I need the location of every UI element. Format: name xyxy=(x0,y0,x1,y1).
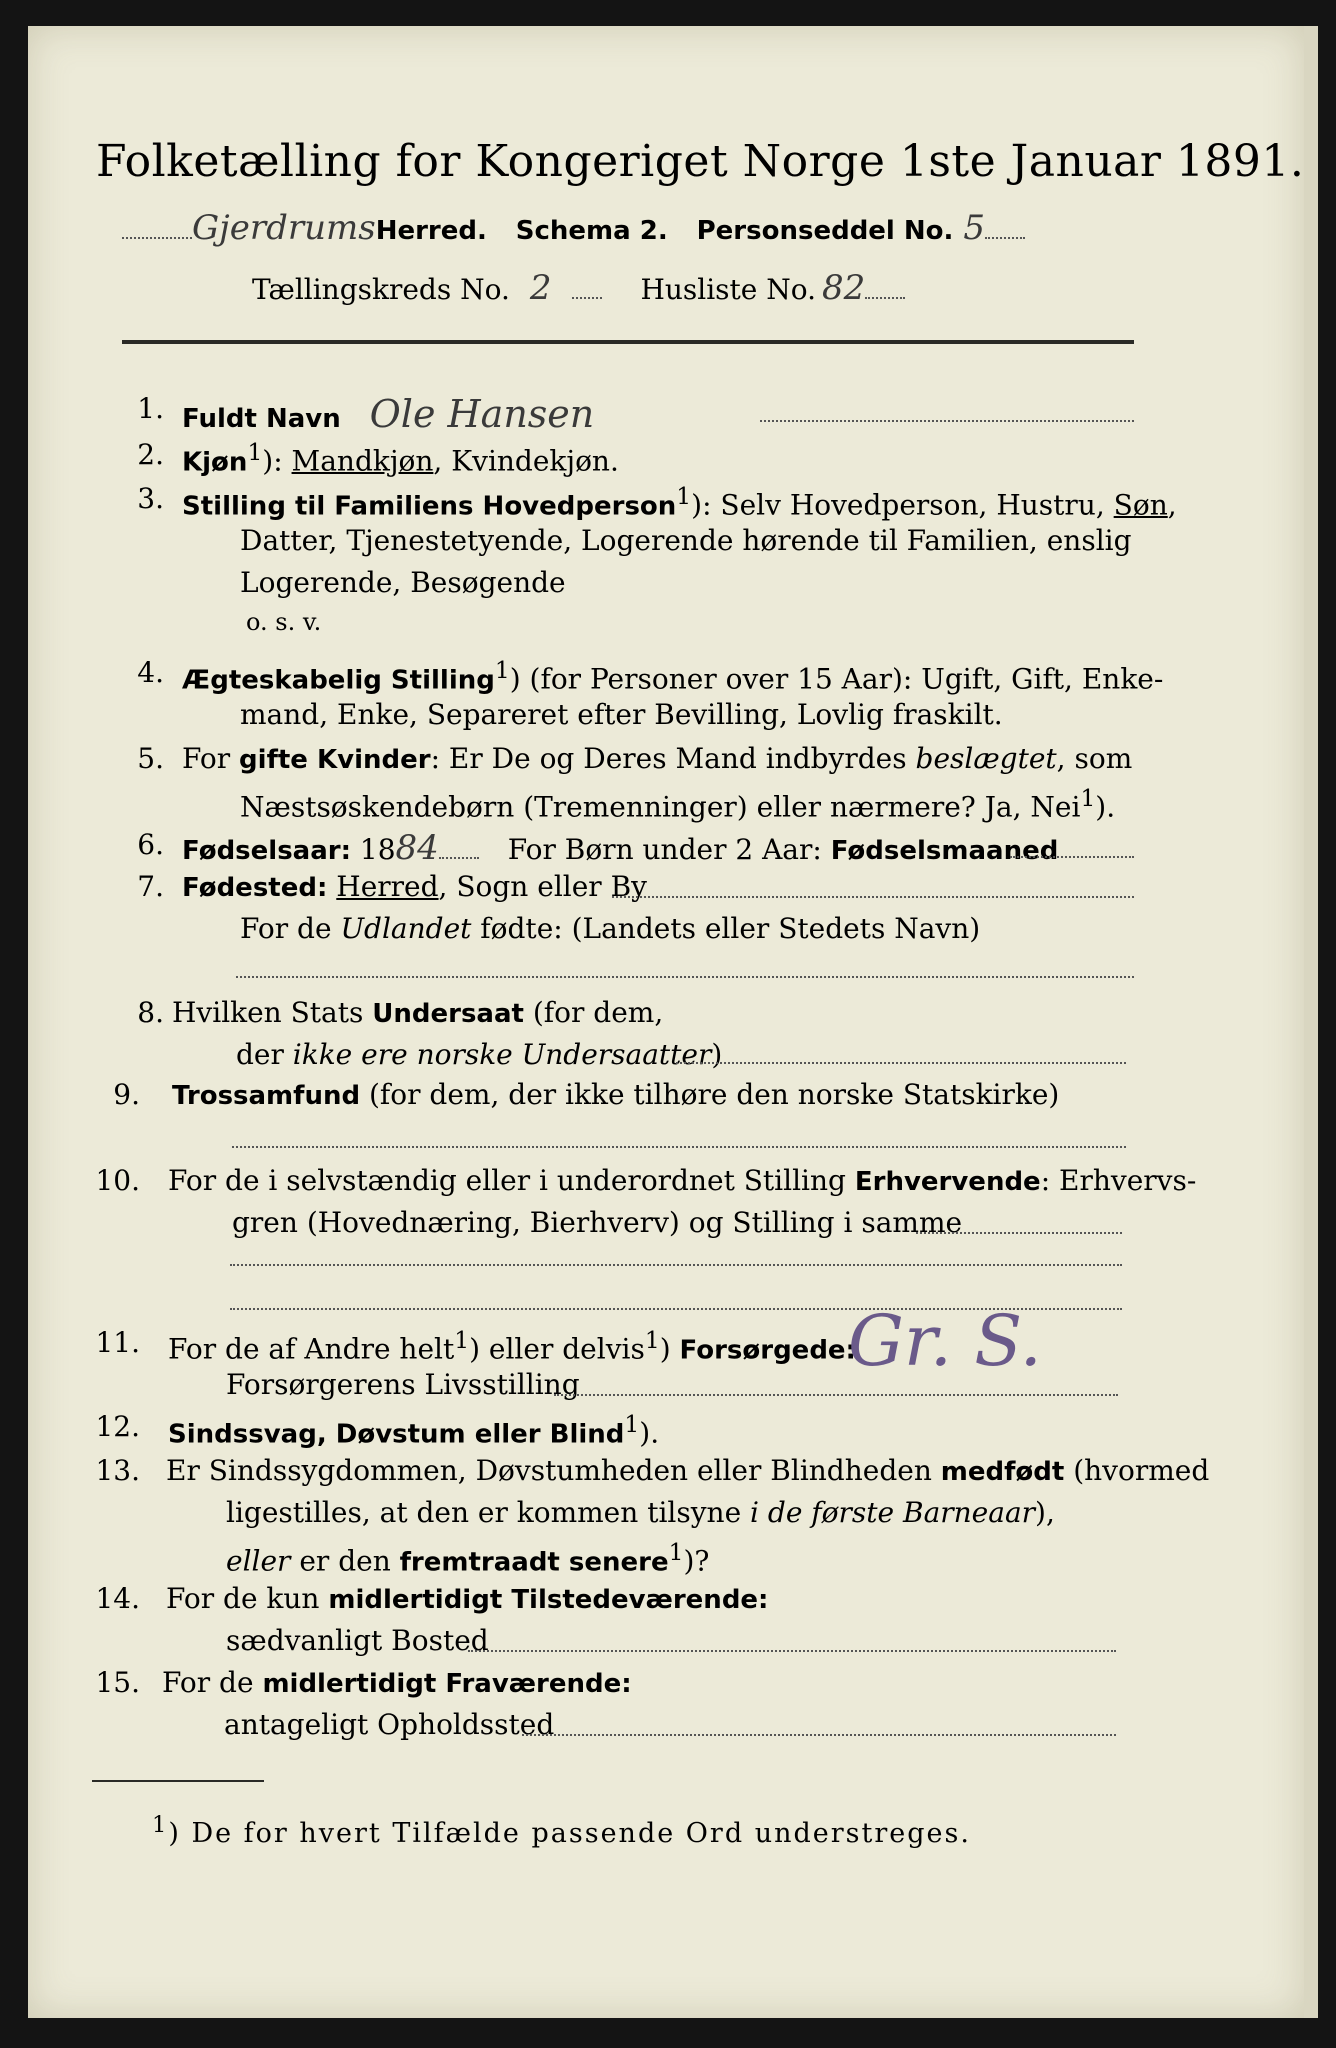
q14-text-a: For de kun xyxy=(166,1582,329,1615)
q5-label-a: For xyxy=(182,742,240,775)
q14-row-1 xyxy=(166,1582,768,1615)
q7-line2-a: For de xyxy=(240,912,341,945)
q12-sup: 1 xyxy=(624,1410,640,1438)
q13-text-b: (hvormed xyxy=(1064,1454,1210,1487)
form-title: Folketælling for Kongeriget Norge 1ste Januar 1891. xyxy=(96,136,1305,187)
q8-text-a: Hvilken Stats xyxy=(172,996,373,1029)
q8-line2-b: ) xyxy=(711,1038,723,1071)
q7-text: , Sogn eller By xyxy=(438,870,647,903)
q11-row-1 xyxy=(168,1326,856,1365)
q3-line1: ): Selv Hovedperson, Hustru, xyxy=(691,488,1114,522)
q10-line2: gren (Hovednæring, Bierhverv) og Stilling i samme xyxy=(232,1206,963,1239)
q2-row xyxy=(182,438,619,477)
footnote-sup: 1 xyxy=(152,1812,169,1838)
q3-line3: Logerende, Besøgende xyxy=(240,566,566,599)
q8-dotted-line xyxy=(676,1062,1126,1064)
q10-label: Erhvervende xyxy=(854,1167,1041,1197)
personseddel-value: 5 xyxy=(963,208,986,248)
q11-label: Forsørgede: xyxy=(679,1335,856,1366)
q10-dotted-line-1 xyxy=(916,1232,1122,1234)
q5-row-2 xyxy=(240,784,1115,823)
q4-row-1 xyxy=(182,656,1163,695)
q1-value: Ole Hansen xyxy=(369,392,595,436)
q10-text-b: : Erhvervs- xyxy=(1040,1164,1197,1197)
q7-line2-b: fødte: (Landets eller Stedets Navn) xyxy=(471,912,981,945)
q5-line1: : Er De og Deres Mand indbyrdes xyxy=(430,742,916,775)
q9-row xyxy=(172,1078,1059,1111)
q5-line2: Næstsøskendebørn (Tremenninger) eller nærmere? Ja, Nei xyxy=(240,790,1081,824)
q13-line3-end: )? xyxy=(683,1544,710,1578)
q2-text-a: ): xyxy=(262,444,292,478)
q8-line2-a: der xyxy=(236,1038,293,1071)
q3-line4: o. s. v. xyxy=(246,608,322,636)
q5-row-1 xyxy=(182,742,1132,775)
q8-text-b: (for dem, xyxy=(523,996,664,1029)
q15-line2: antageligt Opholdssted xyxy=(224,1708,555,1741)
q13-row-3 xyxy=(226,1538,709,1577)
q4-line1: ) (for Personer over 15 Aar): Ugift, Gift, Enke- xyxy=(509,662,1164,696)
q11-dotted-line xyxy=(554,1394,1118,1396)
q3-line1-end: , xyxy=(1167,488,1177,522)
husliste-label: Husliste No. xyxy=(640,273,817,306)
q4-label: Ægteskabelig Stilling xyxy=(182,665,495,696)
q4-number: 4. xyxy=(137,656,164,689)
q6-value: 84 xyxy=(395,828,439,868)
q3-number: 3. xyxy=(137,482,164,515)
q11-handwritten-entry: Gr. S. xyxy=(848,1300,1042,1382)
q5-line2-end: ). xyxy=(1095,790,1116,824)
schema-label: Schema 2. xyxy=(515,216,668,246)
q1-label: Fuldt Navn xyxy=(182,404,341,434)
q15-text-a: For de xyxy=(162,1666,263,1699)
q10-row-1 xyxy=(168,1164,1196,1197)
q4-sup: 1 xyxy=(494,656,510,684)
q9-dotted-line xyxy=(232,1146,1126,1148)
q11-line2: Forsørgerens Livsstilling xyxy=(226,1368,580,1401)
q5-number: 5. xyxy=(137,742,164,775)
q8-label: Undersaat xyxy=(372,999,524,1029)
q2-text-b: , Kvindekjøn. xyxy=(433,444,619,478)
q10-number: 10. xyxy=(95,1164,140,1197)
q11-sup-1: 1 xyxy=(454,1326,470,1354)
q11-text-b: ) eller delvis xyxy=(469,1332,645,1366)
q5-label: gifte Kvinder xyxy=(239,745,431,775)
q2-option-mandkjon: Mandkjøn xyxy=(291,444,434,478)
footnote-rule xyxy=(92,1780,264,1782)
q6-label2: Fødselsmaaned xyxy=(830,836,1059,866)
q13-number: 13. xyxy=(95,1454,140,1487)
q13-line3-label: fremtraadt senere xyxy=(399,1547,669,1578)
q13-text-a: Er Sindssygdommen, Døvstumheden eller Blindheden xyxy=(166,1454,941,1487)
q13-label: medfødt xyxy=(940,1457,1065,1487)
q8-row-1 xyxy=(172,996,663,1029)
q11-text-c: ) xyxy=(659,1332,680,1366)
taellingskreds-line xyxy=(252,268,905,308)
q4-line2: mand, Enke, Separeret efter Bevilling, Lovlig fraskilt. xyxy=(240,698,1003,731)
q15-dotted-line xyxy=(522,1734,1116,1736)
q8-line2-italic: ikke ere norske Undersaatter xyxy=(292,1038,712,1071)
q6-row xyxy=(182,828,1058,868)
q14-number: 14. xyxy=(95,1582,140,1615)
q15-row-1 xyxy=(162,1666,632,1699)
q9-text: (for dem, der ikke tilhøre den norske Statskirke) xyxy=(360,1078,1060,1111)
q14-dotted-line xyxy=(468,1650,1116,1652)
q12-row xyxy=(168,1410,659,1449)
q13-line2-b: ), xyxy=(1035,1496,1055,1529)
taellingskreds-label: Tællingskreds No. xyxy=(252,273,510,306)
q12-number: 12. xyxy=(95,1410,140,1443)
q5-sup: 1 xyxy=(1080,784,1096,812)
herred-label: Herred. xyxy=(375,216,487,246)
q9-number: 9. xyxy=(113,1078,140,1111)
q7-line2-italic: Udlandet xyxy=(340,912,472,945)
taellingskreds-value: 2 xyxy=(529,268,552,308)
q7-row-1 xyxy=(182,870,647,903)
q14-label: midlertidigt Tilstedeværende: xyxy=(328,1585,769,1615)
q7-option-herred: Herred xyxy=(336,870,439,903)
q11-text-a: For de af Andre helt xyxy=(168,1332,455,1366)
q11-sup-2: 1 xyxy=(644,1326,660,1354)
q3-label: Stilling til Familiens Hovedperson xyxy=(182,491,677,522)
q9-label: Trossamfund xyxy=(172,1081,361,1111)
q7-dotted-line-2 xyxy=(236,976,1134,978)
q13-line2-a: ligestilles, at den er kommen tilsyne xyxy=(226,1496,751,1529)
q2-sup: 1 xyxy=(247,438,263,466)
q8-number: 8. xyxy=(137,996,164,1029)
q1-number: 1. xyxy=(137,392,164,425)
q2-number: 2. xyxy=(137,438,164,471)
q7-number: 7. xyxy=(137,870,164,903)
q12-label: Sindssvag, Døvstum eller Blind xyxy=(168,1419,625,1450)
q6-text: For Børn under 2 Aar: xyxy=(507,833,831,866)
q10-dotted-line-2 xyxy=(230,1264,1122,1266)
herred-line xyxy=(122,208,1025,248)
q14-line2: sædvanligt Bosted xyxy=(226,1624,489,1657)
q3-sup: 1 xyxy=(676,482,692,510)
q12-end: ). xyxy=(639,1416,660,1450)
q3-line2: Datter, Tjenestetyende, Logerende hørende til Familien, enslig xyxy=(240,524,1132,557)
q3-row-1 xyxy=(182,482,1177,521)
q13-sup: 1 xyxy=(668,1538,684,1566)
q6-prefix: 18 xyxy=(359,833,396,866)
footnote-text: ) De for hvert Tilfælde passende Ord understreges. xyxy=(168,1818,971,1849)
header-rule xyxy=(122,340,1134,344)
q13-row-1 xyxy=(166,1454,1209,1487)
q15-label: midlertidigt Fraværende: xyxy=(262,1669,632,1699)
q6-number: 6. xyxy=(137,828,164,861)
q1-row xyxy=(182,392,594,436)
q6-label: Fødselsaar: xyxy=(182,836,351,866)
q6-dotted-line xyxy=(1010,856,1134,858)
q2-label: Kjøn xyxy=(182,447,248,478)
q15-number: 15. xyxy=(95,1666,140,1699)
q5-line1-italic: beslægtet xyxy=(915,742,1057,775)
q7-dotted-line-1 xyxy=(612,896,1134,898)
q13-row-2 xyxy=(226,1496,1055,1529)
personseddel-label: Personseddel No. xyxy=(696,216,954,246)
q7-label: Fødested: xyxy=(182,873,328,903)
q3-option-son: Søn xyxy=(1113,488,1168,522)
page-edge xyxy=(1304,26,1318,2018)
q7-row-2 xyxy=(240,912,980,945)
q10-text-a: For de i selvstændig eller i underordnet Stilling xyxy=(168,1164,855,1197)
q5-line1-end: , som xyxy=(1056,742,1133,775)
q11-number: 11. xyxy=(95,1326,140,1359)
footnote xyxy=(152,1812,971,1849)
q13-line3-a: er den xyxy=(290,1544,400,1578)
q1-dotted-line xyxy=(760,420,1134,422)
q8-row-2 xyxy=(236,1038,722,1071)
q13-line2-italic: i de første Barneaar xyxy=(750,1496,1036,1529)
herred-value: Gjerdrums xyxy=(192,208,376,248)
husliste-value: 82 xyxy=(822,268,866,308)
q13-line3-italic: eller xyxy=(226,1544,291,1578)
